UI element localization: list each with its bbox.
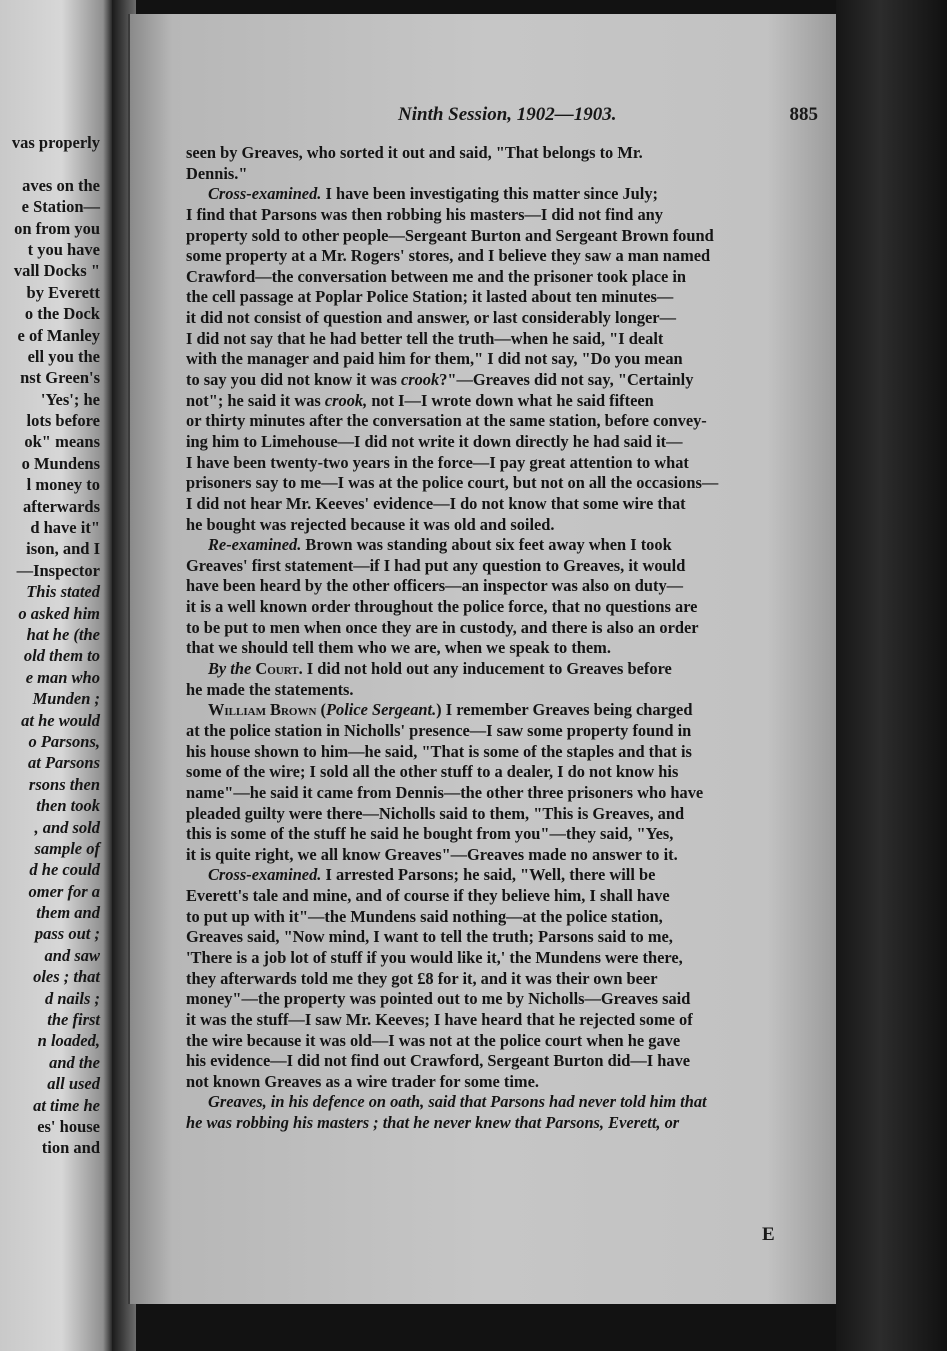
body-line-segment: prisoners say to me—I was at the police court, but not on all the occasions— bbox=[186, 473, 719, 493]
left-page-line: ell you the bbox=[27, 346, 100, 366]
left-page-line: ison, and I bbox=[26, 539, 100, 559]
left-page-line: This stated bbox=[26, 582, 100, 602]
body-line bbox=[186, 742, 810, 763]
signature-mark: E bbox=[762, 1224, 775, 1245]
body-line-segment: By the bbox=[208, 659, 252, 679]
body-line bbox=[186, 205, 810, 226]
body-line bbox=[186, 659, 810, 680]
body-line-segment: I have been investigating this matter since July; bbox=[321, 184, 658, 204]
body-line-segment: Brown was standing about six feet away when I took bbox=[301, 535, 672, 555]
body-line-segment: he made the statements. bbox=[186, 679, 354, 699]
body-line bbox=[186, 907, 810, 928]
left-page-line: o asked him bbox=[18, 603, 100, 623]
left-page-text bbox=[0, 132, 100, 1159]
left-page-line: e Station— bbox=[21, 197, 100, 217]
body-line-segment: William Brown bbox=[208, 700, 317, 720]
body-line-segment: seen by Greaves, who sorted it out and said, "That belongs to Mr. bbox=[186, 143, 643, 162]
body-line bbox=[186, 1113, 810, 1134]
body-line-segment: Court. bbox=[255, 659, 303, 679]
body-line-segment: I did not hear Mr. Keeves' evidence—I do not know that some wire that bbox=[186, 493, 686, 513]
body-line-segment: he was robbing his masters ; that he never knew that Parsons, Everett, or bbox=[186, 1113, 680, 1133]
body-line bbox=[186, 783, 810, 804]
running-head bbox=[398, 104, 818, 134]
body-line-segment: to put up with it"—the Mundens said nothing—at the police station, bbox=[186, 906, 663, 926]
body-line bbox=[186, 411, 810, 432]
body-line-segment: not"; he said it was bbox=[186, 390, 325, 410]
left-page-line: old them to bbox=[23, 646, 100, 666]
body-line-segment: I arrested Parsons; he said, "Well, there will be bbox=[321, 865, 656, 885]
body-line bbox=[186, 824, 810, 845]
body-line-segment: ing him to Limehouse—I did not write it down directly he had said it— bbox=[186, 431, 683, 451]
body-line-segment: Greaves, in his defence on oath, said that Parsons had never told him that bbox=[208, 1092, 707, 1112]
body-line-segment: I have been twenty-two years in the force—I pay great attention to what bbox=[186, 452, 689, 472]
body-line-segment: his evidence—I did not find out Crawford, Sergeant Burton did—I have bbox=[186, 1051, 691, 1071]
body-line bbox=[186, 1092, 810, 1113]
body-line bbox=[186, 597, 810, 618]
body-line-segment: money"—the property was pointed out to me by Nicholls—Greaves said bbox=[186, 989, 691, 1009]
body-line bbox=[186, 349, 810, 370]
body-text bbox=[186, 143, 810, 1134]
body-line-segment: pleaded guilty were there—Nicholls said to them, "This is Greaves, and bbox=[186, 803, 685, 823]
left-facing-page bbox=[0, 0, 112, 1351]
body-line bbox=[186, 473, 810, 494]
body-line-segment: he bought was rejected because it was old and soiled. bbox=[186, 514, 555, 534]
body-line bbox=[186, 287, 810, 308]
body-line bbox=[186, 432, 810, 453]
body-line-segment: Greaves said, "Now mind, I want to tell the truth; Parsons said to me, bbox=[186, 927, 673, 947]
left-page-line: tion and bbox=[41, 1138, 100, 1158]
body-line bbox=[186, 329, 810, 350]
left-page-line bbox=[0, 153, 100, 174]
scan-border bbox=[836, 0, 947, 1351]
left-page-line: afterwards bbox=[23, 496, 100, 516]
body-line bbox=[186, 804, 810, 825]
body-line bbox=[186, 164, 810, 185]
left-page-line: e man who bbox=[25, 667, 100, 687]
left-page-line: lots before bbox=[26, 411, 100, 431]
body-line bbox=[186, 927, 810, 948]
body-line bbox=[186, 535, 810, 556]
body-line-segment: have been heard by the other officers—an inspector was also on duty— bbox=[186, 576, 684, 596]
body-line bbox=[186, 638, 810, 659]
left-page-line: —Inspector bbox=[16, 560, 100, 580]
body-line-segment: that we should tell them who we are, when we speak to them. bbox=[186, 638, 611, 658]
left-page-line: vas properly bbox=[11, 133, 100, 152]
body-line bbox=[186, 680, 810, 701]
body-line-segment: or thirty minutes after the conversation at the same station, before convey- bbox=[186, 411, 707, 431]
body-line bbox=[186, 370, 810, 391]
body-line-segment: 'There is a job lot of stuff if you would like it,' the Mundens were there, bbox=[186, 947, 683, 967]
body-line bbox=[186, 1072, 810, 1093]
left-page-line: them and bbox=[36, 903, 100, 923]
body-line-segment: the cell passage at Poplar Police Station; it lasted about ten minutes— bbox=[186, 287, 674, 307]
left-page-line: at he would bbox=[21, 710, 100, 730]
body-line-segment: Cross-examined. bbox=[208, 865, 322, 885]
left-page-line: and saw bbox=[44, 945, 100, 965]
body-line bbox=[186, 618, 810, 639]
body-line bbox=[186, 948, 810, 969]
body-line bbox=[186, 969, 810, 990]
body-line-segment: I find that Parsons was then robbing his masters—I did not find any bbox=[186, 204, 663, 224]
left-page-line: at time he bbox=[33, 1095, 100, 1115]
body-line bbox=[186, 1010, 810, 1031]
body-line-segment: ) I remember Greaves being charged bbox=[436, 700, 693, 720]
left-page-line: e of Manley bbox=[17, 325, 100, 345]
body-line-segment: not known Greaves as a wire trader for some time. bbox=[186, 1071, 539, 1091]
body-line bbox=[186, 143, 810, 164]
left-page-line: pass out ; bbox=[34, 924, 100, 944]
body-line-segment: Police Sergeant. bbox=[326, 700, 437, 720]
body-line-segment: they afterwards told me they got £8 for it, and it was their own beer bbox=[186, 968, 658, 988]
left-page-line: , and sold bbox=[34, 817, 100, 837]
running-head-title: Ninth Session, 1902—1903. bbox=[398, 104, 617, 125]
body-line-segment: it is a well known order throughout the police force, that no questions are bbox=[186, 597, 698, 617]
body-line bbox=[186, 184, 810, 205]
left-page-line: l money to bbox=[26, 475, 100, 495]
left-page-line: all used bbox=[47, 1074, 100, 1094]
body-line-segment: the wire because it was old—I was not at the police court when he gave bbox=[186, 1030, 681, 1050]
body-line bbox=[186, 556, 810, 577]
left-page-line: o the Dock bbox=[24, 304, 100, 324]
body-line bbox=[186, 308, 810, 329]
left-page-line: rsons then bbox=[28, 774, 100, 794]
body-line-segment: Dennis." bbox=[186, 163, 248, 183]
left-page-line: oles ; that bbox=[33, 967, 100, 987]
body-line-segment: it did not consist of question and answer, or last considerably longer— bbox=[186, 308, 676, 328]
left-page-line: omer for a bbox=[28, 881, 100, 901]
body-line bbox=[186, 576, 810, 597]
left-page-line: d have it" bbox=[30, 518, 100, 538]
body-line bbox=[186, 721, 810, 742]
body-line bbox=[186, 1051, 810, 1072]
left-page-line: Munden ; bbox=[32, 689, 100, 709]
body-line-segment: some of the wire; I sold all the other stuff to a dealer, I do not know his bbox=[186, 762, 679, 782]
body-line bbox=[186, 515, 810, 536]
body-line-segment: Everett's tale and mine, and of course if they believe him, I shall have bbox=[186, 886, 670, 906]
left-page-line: o Mundens bbox=[21, 453, 100, 473]
body-line-segment: to say you did not know it was bbox=[186, 370, 401, 390]
body-line bbox=[186, 845, 810, 866]
left-page-line: hat he (the bbox=[26, 624, 100, 644]
body-line-segment: it was the stuff—I saw Mr. Keeves; I have heard that he rejected some of bbox=[186, 1009, 693, 1029]
body-line-segment: crook bbox=[400, 370, 440, 390]
body-line-segment: Crawford—the conversation between me and the prisoner took place in bbox=[186, 266, 687, 286]
body-line-segment: ( bbox=[316, 700, 326, 720]
body-line bbox=[186, 989, 810, 1010]
body-line bbox=[186, 267, 810, 288]
body-line bbox=[186, 246, 810, 267]
body-line-segment: Greaves' first statement—if I had put any question to Greaves, it would bbox=[186, 555, 686, 575]
left-page-line: by Everett bbox=[26, 282, 100, 302]
body-line-segment: at the police station in Nicholls' presence—I saw some property found in bbox=[186, 720, 692, 740]
body-line-segment: not I—I wrote down what he said fifteen bbox=[367, 390, 654, 410]
left-page-line: es' house bbox=[37, 1116, 100, 1136]
body-line-segment: I did not say that he had better tell the truth—when he said, "I dealt bbox=[186, 328, 664, 348]
left-page-line: sample of bbox=[34, 838, 100, 858]
body-line-segment: it is quite right, we all know Greaves"—Greaves made no answer to it. bbox=[186, 844, 678, 864]
left-page-line: the first bbox=[47, 1010, 100, 1030]
left-page-line: then took bbox=[36, 796, 100, 816]
body-line bbox=[186, 226, 810, 247]
body-line-segment: crook, bbox=[324, 390, 368, 410]
body-line-segment: his house shown to him—he said, "That is some of the staples and that is bbox=[186, 741, 692, 761]
body-line-segment: some property at a Mr. Rogers' stores, and I believe they saw a man named bbox=[186, 246, 711, 266]
body-line-segment: with the manager and paid him for them," I did not say, "Do you mean bbox=[186, 349, 683, 369]
left-page-line: n loaded, bbox=[37, 1031, 100, 1051]
body-line-segment: to be put to men when once they are in custody, and there is also an order bbox=[186, 617, 699, 637]
left-page-line: nst Green's bbox=[20, 368, 100, 388]
body-line bbox=[186, 762, 810, 783]
body-line-segment: I did not hold out any inducement to Greaves before bbox=[302, 659, 672, 679]
body-line-segment: this is some of the stuff he said he bought from you"—they said, "Yes, bbox=[186, 824, 674, 844]
left-page-line: ok" means bbox=[24, 432, 100, 452]
body-line bbox=[186, 700, 810, 721]
left-page-line: and the bbox=[49, 1052, 100, 1072]
left-page-line: on from you bbox=[14, 218, 100, 238]
body-line bbox=[186, 391, 810, 412]
body-line-segment: Re-examined. bbox=[208, 535, 302, 555]
left-page-line: vall Docks " bbox=[13, 261, 100, 281]
left-page-line: o Parsons, bbox=[28, 731, 100, 751]
left-page-line: d nails ; bbox=[44, 988, 100, 1008]
left-page-line: t you have bbox=[27, 239, 100, 259]
left-page-line: 'Yes'; he bbox=[40, 389, 100, 409]
body-line-segment: property sold to other people—Sergeant Burton and Sergeant Brown found bbox=[186, 225, 714, 245]
left-page-line: d he could bbox=[29, 860, 100, 880]
body-line-segment: Cross-examined. bbox=[208, 184, 322, 204]
body-line bbox=[186, 886, 810, 907]
left-page-line: aves on the bbox=[22, 175, 100, 195]
body-line bbox=[186, 1031, 810, 1052]
body-line-segment: ?"—Greaves did not say, "Certainly bbox=[439, 370, 694, 390]
body-line-segment: name"—he said it came from Dennis—the other three prisoners who have bbox=[186, 782, 704, 802]
body-line bbox=[186, 865, 810, 886]
page-number: 885 bbox=[789, 104, 818, 125]
body-line bbox=[186, 494, 810, 515]
left-page-line: at Parsons bbox=[28, 753, 100, 773]
body-line bbox=[186, 453, 810, 474]
